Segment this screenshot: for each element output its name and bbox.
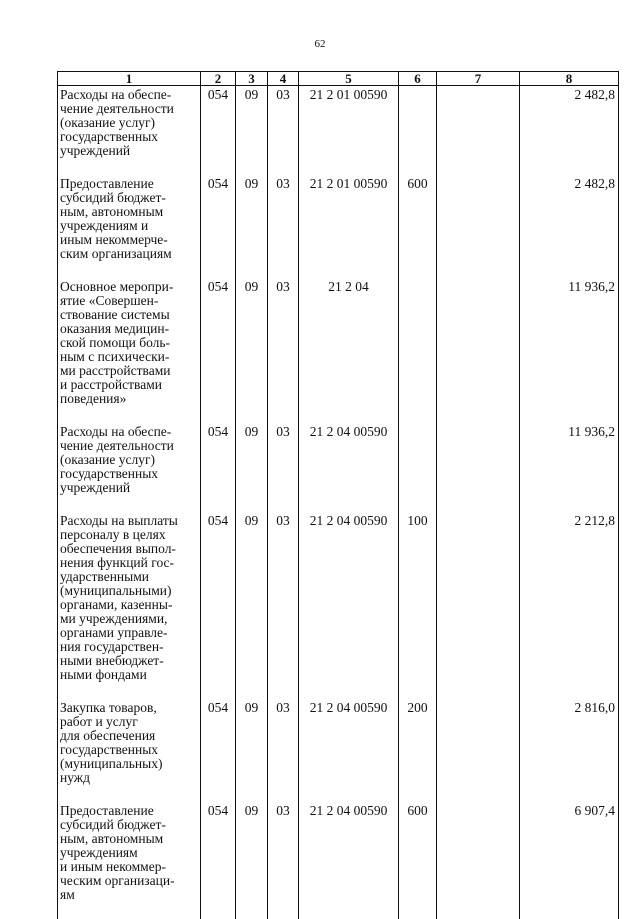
cell-col-2: 054 bbox=[201, 802, 236, 919]
row-name-line: государственных bbox=[60, 130, 198, 144]
row-name-line: органами управле- bbox=[60, 626, 198, 640]
row-name-cell bbox=[58, 512, 201, 699]
cell-col-8: 2 482,8 bbox=[520, 175, 619, 278]
cell-col-8: 2 816,0 bbox=[520, 699, 619, 802]
table-body bbox=[58, 86, 619, 919]
row-name-line: ным, автономным bbox=[60, 205, 198, 219]
row-name-line: субсидий бюджет- bbox=[60, 191, 198, 205]
cell-col-8: 6 907,4 bbox=[520, 802, 619, 919]
row-name-line: ными фондами bbox=[60, 668, 198, 682]
table-row bbox=[58, 86, 619, 176]
row-name-line: ской помощи боль- bbox=[60, 336, 198, 350]
cell-col-7 bbox=[437, 802, 520, 919]
cell-col-5: 21 2 01 00590 bbox=[299, 86, 399, 176]
row-name-line: нения функций гос- bbox=[60, 556, 198, 570]
budget-table bbox=[57, 71, 619, 919]
table-row bbox=[58, 802, 619, 919]
row-name-line: ми расстройствами bbox=[60, 364, 198, 378]
cell-col-8: 11 936,2 bbox=[520, 423, 619, 512]
row-name-line: Расходы на выплаты bbox=[60, 514, 198, 528]
cell-col-4: 03 bbox=[268, 699, 299, 802]
table-row bbox=[58, 278, 619, 423]
row-name-line: учреждениям bbox=[60, 846, 198, 860]
row-name-line: для обеспечения bbox=[60, 729, 198, 743]
row-name-line: Предоставление bbox=[60, 177, 198, 191]
cell-col-6: 600 bbox=[399, 175, 437, 278]
col-header-5: 5 bbox=[299, 72, 399, 86]
cell-col-4: 03 bbox=[268, 512, 299, 699]
row-name-line: Предоставление bbox=[60, 804, 198, 818]
cell-col-6 bbox=[399, 86, 437, 176]
row-name-line: учреждений bbox=[60, 144, 198, 158]
row-name-cell bbox=[58, 423, 201, 512]
row-name-line: нужд bbox=[60, 771, 198, 785]
row-name-line: (оказание услуг) bbox=[60, 116, 198, 130]
cell-col-3: 09 bbox=[236, 423, 268, 512]
row-name-cell bbox=[58, 175, 201, 278]
cell-col-7 bbox=[437, 278, 520, 423]
row-name-line: ным, автономным bbox=[60, 832, 198, 846]
row-name-line: ятие «Совершен- bbox=[60, 294, 198, 308]
row-name-line: учреждениям и bbox=[60, 219, 198, 233]
cell-col-7 bbox=[437, 512, 520, 699]
cell-col-2: 054 bbox=[201, 699, 236, 802]
cell-col-4: 03 bbox=[268, 423, 299, 512]
cell-col-5: 21 2 04 00590 bbox=[299, 802, 399, 919]
cell-col-5: 21 2 04 bbox=[299, 278, 399, 423]
cell-col-3: 09 bbox=[236, 699, 268, 802]
row-name-line: учреждений bbox=[60, 481, 198, 495]
page-number: 62 bbox=[0, 38, 640, 50]
row-name-line: Расходы на обеспе- bbox=[60, 425, 198, 439]
row-name-line: органами, казенны- bbox=[60, 598, 198, 612]
row-name-line: Закупка товаров, bbox=[60, 701, 198, 715]
row-name-cell bbox=[58, 802, 201, 919]
row-name-line: иным некоммерче- bbox=[60, 233, 198, 247]
col-header-3: 3 bbox=[236, 72, 268, 86]
col-header-8: 8 bbox=[520, 72, 619, 86]
row-name-line: ударственными bbox=[60, 570, 198, 584]
cell-col-7 bbox=[437, 699, 520, 802]
table-row bbox=[58, 423, 619, 512]
cell-col-3: 09 bbox=[236, 512, 268, 699]
table-row bbox=[58, 512, 619, 699]
cell-col-7 bbox=[437, 423, 520, 512]
cell-col-4: 03 bbox=[268, 278, 299, 423]
cell-col-2: 054 bbox=[201, 175, 236, 278]
col-header-2: 2 bbox=[201, 72, 236, 86]
cell-col-4: 03 bbox=[268, 175, 299, 278]
cell-col-8: 2 482,8 bbox=[520, 86, 619, 176]
row-name-line: чение деятельности bbox=[60, 439, 198, 453]
cell-col-8: 2 212,8 bbox=[520, 512, 619, 699]
row-name-cell bbox=[58, 699, 201, 802]
cell-col-6 bbox=[399, 423, 437, 512]
cell-col-6: 100 bbox=[399, 512, 437, 699]
cell-col-3: 09 bbox=[236, 802, 268, 919]
row-name-line: ния государствен- bbox=[60, 640, 198, 654]
cell-col-3: 09 bbox=[236, 175, 268, 278]
cell-col-6 bbox=[399, 278, 437, 423]
row-name-line: государственных bbox=[60, 743, 198, 757]
table-row bbox=[58, 699, 619, 802]
cell-col-3: 09 bbox=[236, 278, 268, 423]
col-header-7: 7 bbox=[437, 72, 520, 86]
row-name-line: и иным некоммер- bbox=[60, 860, 198, 874]
header-row bbox=[58, 72, 619, 86]
cell-col-2: 054 bbox=[201, 512, 236, 699]
col-header-4: 4 bbox=[268, 72, 299, 86]
table-row bbox=[58, 175, 619, 278]
row-name-line: ческим организаци- bbox=[60, 874, 198, 888]
row-name-line: ствование системы bbox=[60, 308, 198, 322]
cell-col-6: 200 bbox=[399, 699, 437, 802]
cell-col-4: 03 bbox=[268, 86, 299, 176]
row-name-line: чение деятельности bbox=[60, 102, 198, 116]
row-name-line: государственных bbox=[60, 467, 198, 481]
row-name-line: и расстройствами bbox=[60, 378, 198, 392]
cell-col-5: 21 2 04 00590 bbox=[299, 512, 399, 699]
row-name-line: субсидий бюджет- bbox=[60, 818, 198, 832]
row-name-line: работ и услуг bbox=[60, 715, 198, 729]
row-name-line: поведения» bbox=[60, 392, 198, 406]
cell-col-5: 21 2 04 00590 bbox=[299, 699, 399, 802]
row-name-line: Основное меропри- bbox=[60, 280, 198, 294]
row-name-line: персоналу в целях bbox=[60, 528, 198, 542]
col-header-6: 6 bbox=[399, 72, 437, 86]
cell-col-5: 21 2 01 00590 bbox=[299, 175, 399, 278]
row-name-cell bbox=[58, 278, 201, 423]
cell-col-3: 09 bbox=[236, 86, 268, 176]
cell-col-7 bbox=[437, 175, 520, 278]
row-name-line: (муниципальных) bbox=[60, 757, 198, 771]
cell-col-2: 054 bbox=[201, 86, 236, 176]
row-name-line: (муниципальными) bbox=[60, 584, 198, 598]
row-name-line: ским организациям bbox=[60, 247, 198, 261]
row-name-line: (оказание услуг) bbox=[60, 453, 198, 467]
row-name-cell bbox=[58, 86, 201, 176]
cell-col-2: 054 bbox=[201, 278, 236, 423]
cell-col-4: 03 bbox=[268, 802, 299, 919]
cell-col-6: 600 bbox=[399, 802, 437, 919]
cell-col-7 bbox=[437, 86, 520, 176]
row-name-line: ными внебюджет- bbox=[60, 654, 198, 668]
col-header-1: 1 bbox=[58, 72, 201, 86]
row-name-line: ми учреждениями, bbox=[60, 612, 198, 626]
row-name-line: ям bbox=[60, 888, 198, 902]
row-name-line: обеспечения выпол- bbox=[60, 542, 198, 556]
cell-col-8: 11 936,2 bbox=[520, 278, 619, 423]
row-name-line: ным с психически- bbox=[60, 350, 198, 364]
cell-col-5: 21 2 04 00590 bbox=[299, 423, 399, 512]
row-name-line: Расходы на обеспе- bbox=[60, 88, 198, 102]
budget-table-container bbox=[57, 71, 618, 919]
row-name-line: оказания медицин- bbox=[60, 322, 198, 336]
cell-col-2: 054 bbox=[201, 423, 236, 512]
